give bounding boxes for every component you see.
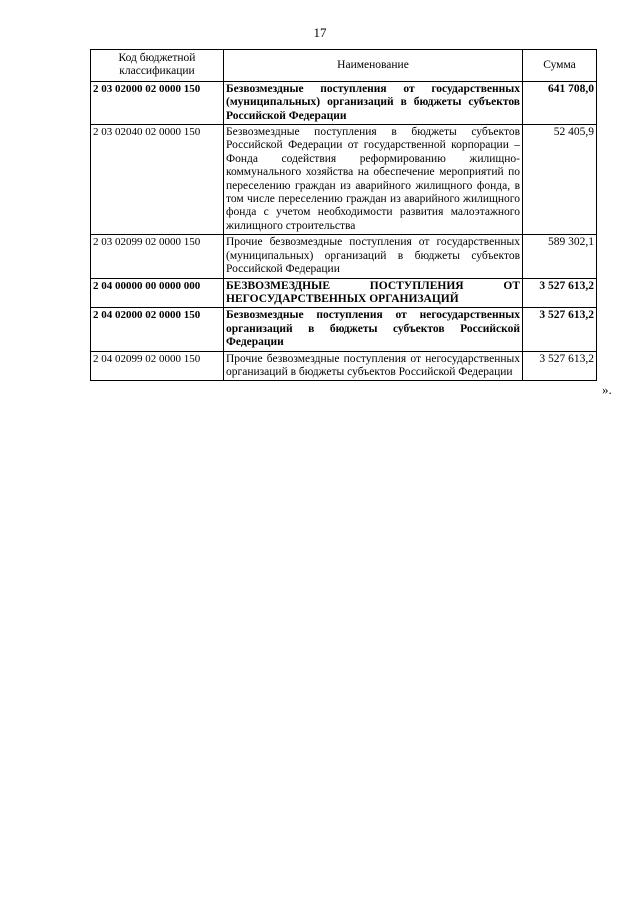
- header-code: Код бюджетной классификации: [91, 50, 224, 82]
- row-name: Безвозмездные поступления от негосударственных организаций в бюджеты субъектов Российской Федерации: [224, 308, 523, 351]
- table-row: [91, 125, 597, 235]
- row-name: Безвозмездные поступления в бюджеты субъектов Российской Федерации от государственной корпорации – Фонда содействия реформированию жилищно-коммунального хозяйства на обеспечение мероприятий по переселению граждан из аварийного жилищного фонда, в том числе переселению граждан из аварийного жилищного фонда с учетом необходимости развития малоэтажного жилищного строительства: [224, 125, 523, 235]
- header-name: Наименование: [224, 50, 523, 82]
- page-number: 17: [313, 25, 327, 40]
- row-code: 2 04 00000 00 0000 000: [91, 278, 224, 308]
- row-name: Прочие безвозмездные поступления от негосударственных организаций в бюджеты субъектов Российской Федерации: [224, 351, 523, 381]
- row-code: 2 04 02000 02 0000 150: [91, 308, 224, 351]
- budget-table: [90, 49, 597, 381]
- row-name: БЕЗВОЗМЕЗДНЫЕ ПОСТУПЛЕНИЯ ОТ НЕГОСУДАРСТВЕННЫХ ОРГАНИЗАЦИЙ: [224, 278, 523, 308]
- table-row: [91, 235, 597, 278]
- row-sum: 3 527 613,2: [523, 308, 597, 351]
- table-row: [91, 308, 597, 351]
- row-sum: 52 405,9: [523, 125, 597, 235]
- header-sum: Сумма: [523, 50, 597, 82]
- row-code: 2 04 02099 02 0000 150: [91, 351, 224, 381]
- row-sum: 3 527 613,2: [523, 351, 597, 381]
- row-code: 2 03 02000 02 0000 150: [91, 81, 224, 124]
- closing-quote: ».: [602, 382, 612, 397]
- row-name: Прочие безвозмездные поступления от государственных (муниципальных) организаций в бюджеты субъектов Российской Федерации: [224, 235, 523, 278]
- table-row: [91, 81, 597, 124]
- row-sum: 589 302,1: [523, 235, 597, 278]
- table-row: [91, 351, 597, 381]
- row-sum: 3 527 613,2: [523, 278, 597, 308]
- table-row: [91, 278, 597, 308]
- row-code: 2 03 02040 02 0000 150: [91, 125, 224, 235]
- row-name: Безвозмездные поступления от государственных (муниципальных) организаций в бюджеты субъектов Российской Федерации: [224, 81, 523, 124]
- table-header-row: [91, 50, 597, 82]
- row-sum: 641 708,0: [523, 81, 597, 124]
- row-code: 2 03 02099 02 0000 150: [91, 235, 224, 278]
